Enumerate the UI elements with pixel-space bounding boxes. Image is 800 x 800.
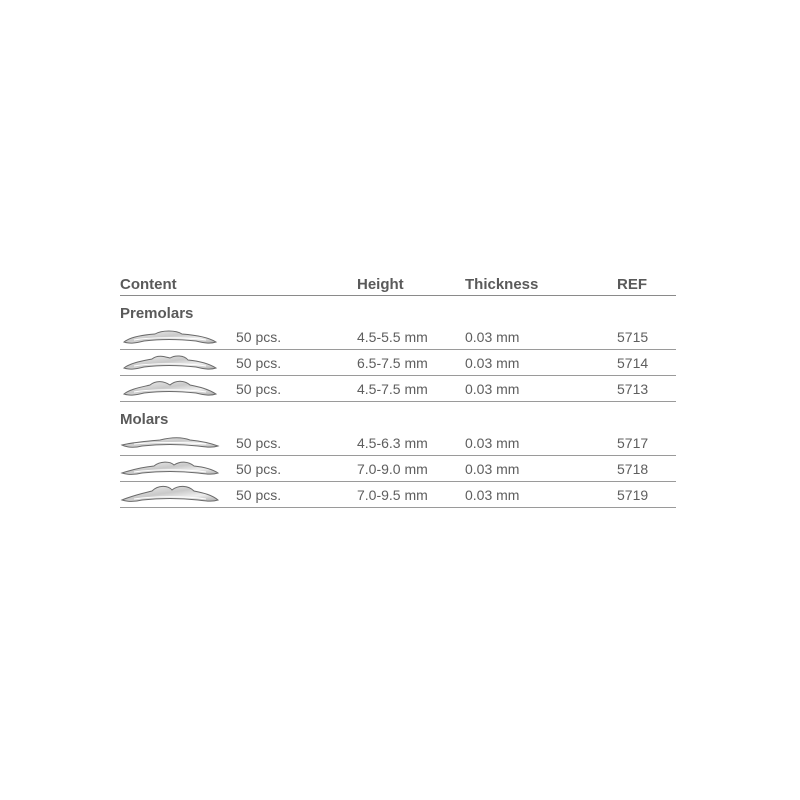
thickness-value: 0.03 mm bbox=[465, 435, 520, 451]
table-row bbox=[120, 376, 676, 402]
premolar-matrix-band-icon bbox=[120, 325, 220, 347]
table-row bbox=[120, 456, 676, 482]
molar-matrix-band-icon bbox=[120, 483, 220, 505]
thickness-value: 0.03 mm bbox=[465, 355, 520, 371]
header-ref: REF bbox=[617, 276, 647, 293]
quantity: 50 pcs. bbox=[236, 435, 282, 451]
product-table bbox=[120, 270, 676, 508]
header-content: Content bbox=[120, 276, 177, 293]
thickness-value: 0.03 mm bbox=[465, 461, 520, 477]
height-value: 4.5-5.5 mm bbox=[357, 329, 428, 345]
table-row bbox=[120, 324, 676, 350]
section-premolars bbox=[120, 296, 676, 324]
height-value: 6.5-7.5 mm bbox=[357, 355, 428, 371]
header-thickness: Thickness bbox=[465, 276, 539, 293]
thickness-value: 0.03 mm bbox=[465, 381, 520, 397]
quantity: 50 pcs. bbox=[236, 487, 282, 503]
ref-value: 5715 bbox=[617, 329, 649, 345]
height-value: 4.5-6.3 mm bbox=[357, 435, 428, 451]
table-row bbox=[120, 482, 676, 508]
premolar-matrix-band-icon bbox=[120, 351, 220, 373]
header-height: Height bbox=[357, 276, 404, 293]
quantity: 50 pcs. bbox=[236, 381, 282, 397]
ref-value: 5717 bbox=[617, 435, 649, 451]
ref-value: 5713 bbox=[617, 381, 649, 397]
table-header bbox=[120, 270, 676, 296]
thickness-value: 0.03 mm bbox=[465, 487, 520, 503]
molar-matrix-band-icon bbox=[120, 457, 220, 479]
ref-value: 5718 bbox=[617, 461, 649, 477]
table-row bbox=[120, 430, 676, 456]
height-value: 7.0-9.5 mm bbox=[357, 487, 428, 503]
section-title: Premolars bbox=[120, 305, 194, 322]
quantity: 50 pcs. bbox=[236, 329, 282, 345]
section-title: Molars bbox=[120, 411, 169, 428]
table-row bbox=[120, 350, 676, 376]
height-value: 7.0-9.0 mm bbox=[357, 461, 428, 477]
height-value: 4.5-7.5 mm bbox=[357, 381, 428, 397]
molar-matrix-band-icon bbox=[120, 431, 220, 453]
section-molars bbox=[120, 402, 676, 430]
quantity: 50 pcs. bbox=[236, 461, 282, 477]
ref-value: 5719 bbox=[617, 487, 649, 503]
quantity: 50 pcs. bbox=[236, 355, 282, 371]
ref-value: 5714 bbox=[617, 355, 649, 371]
thickness-value: 0.03 mm bbox=[465, 329, 520, 345]
premolar-matrix-band-icon bbox=[120, 377, 220, 399]
